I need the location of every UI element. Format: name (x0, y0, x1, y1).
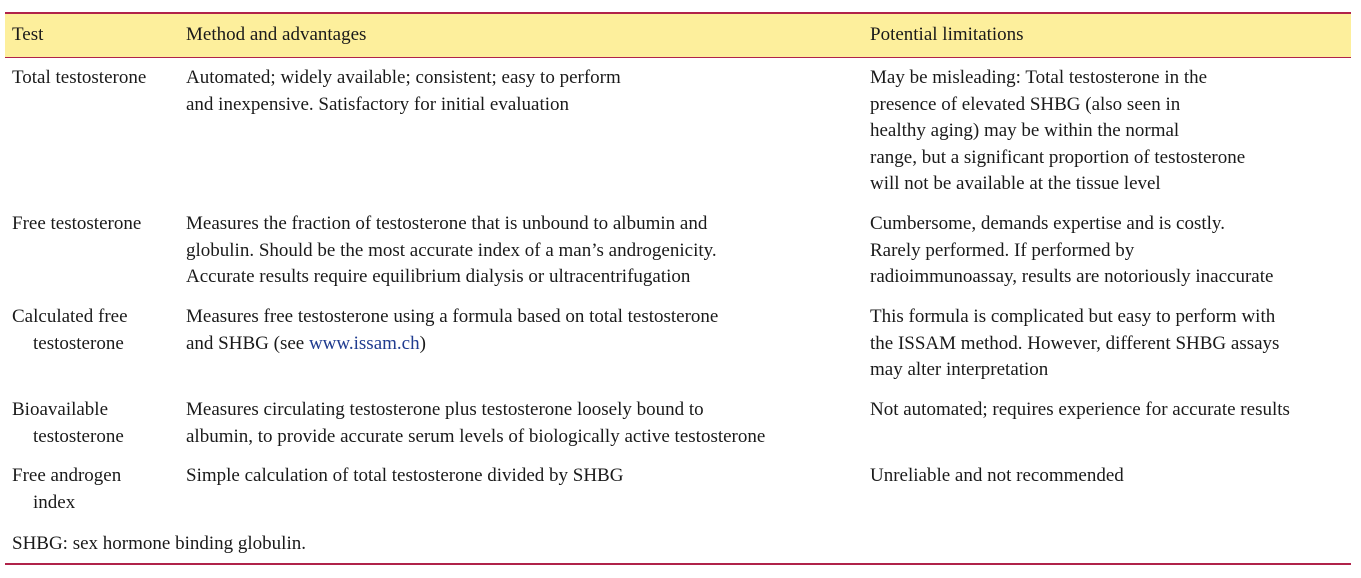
table-header (5, 14, 1351, 57)
row-limitation-line: healthy aging) may be within the normal (870, 120, 1180, 141)
row-method-line: and SHBG (see www.issam.ch) (186, 332, 426, 354)
row-test-label-cont: testosterone (33, 332, 124, 354)
row-method-line: Measures free testosterone using a formula based on total testosterone (186, 306, 719, 327)
row-test-label: Free testosterone (12, 213, 142, 234)
table-footnote: SHBG: sex hormone binding globulin. (12, 533, 306, 554)
row-limitation-line: Rarely performed. If performed by (870, 239, 1135, 261)
row-limitation-line: radioimmunoassay, results are notoriously inaccurate (870, 266, 1274, 287)
row-method-line: Measures circulating testosterone plus testosterone loosely bound to (186, 399, 704, 420)
row-test-label: Free androgen (12, 465, 122, 486)
row-limitation-line: may alter interpretation (870, 359, 1049, 380)
row-limitation-line: Cumbersome, demands expertise and is costly. (870, 213, 1225, 234)
issam-link[interactable]: www.issam.ch (308, 332, 420, 354)
row-limitation-line: range, but a significant proportion of testosterone (870, 146, 1246, 168)
row-test-label-cont: index (33, 491, 76, 513)
row-method-line: Measures the fraction of testosterone that is unbound to albumin and (186, 213, 708, 234)
row-limitation-line: the ISSAM method. However, different SHBG assays (870, 332, 1280, 354)
row-limitation-line: May be misleading: Total testosterone in the (870, 67, 1208, 88)
row-test-label: Bioavailable (12, 399, 109, 420)
row-method-line: and inexpensive. Satisfactory for initial evaluation (186, 93, 570, 115)
header-limitations: Potential limitations (870, 23, 1024, 45)
header-test: Test (12, 23, 44, 45)
header-rule (5, 57, 1351, 58)
row-test-label: Calculated free (12, 306, 128, 327)
row-method-line: Automated; widely available; consistent; easy to perform (186, 67, 621, 88)
row-limitation-line: will not be available at the tissue level (870, 173, 1161, 194)
row-method-line: Accurate results require equilibrium dialysis or ultracentrifugation (186, 266, 691, 287)
row-method-line: globulin. Should be the most accurate index of a man’s androgenicity. (186, 239, 717, 261)
bottom-rule (5, 563, 1351, 565)
row-limitation-line: This formula is complicated but easy to perform with (870, 306, 1276, 327)
row-limitation-line: Unreliable and not recommended (870, 465, 1124, 486)
row-method-line: Simple calculation of total testosterone divided by SHBG (186, 465, 624, 486)
row-test-label: Total testosterone (12, 67, 147, 88)
header-method: Method and advantages (186, 23, 367, 45)
row-method-line: albumin, to provide accurate serum levels of biologically active testosterone (186, 425, 766, 447)
row-limitation-line: Not automated; requires experience for accurate results (870, 399, 1290, 420)
row-limitation-line: presence of elevated SHBG (also seen in (870, 93, 1181, 115)
row-test-label-cont: testosterone (33, 425, 124, 447)
